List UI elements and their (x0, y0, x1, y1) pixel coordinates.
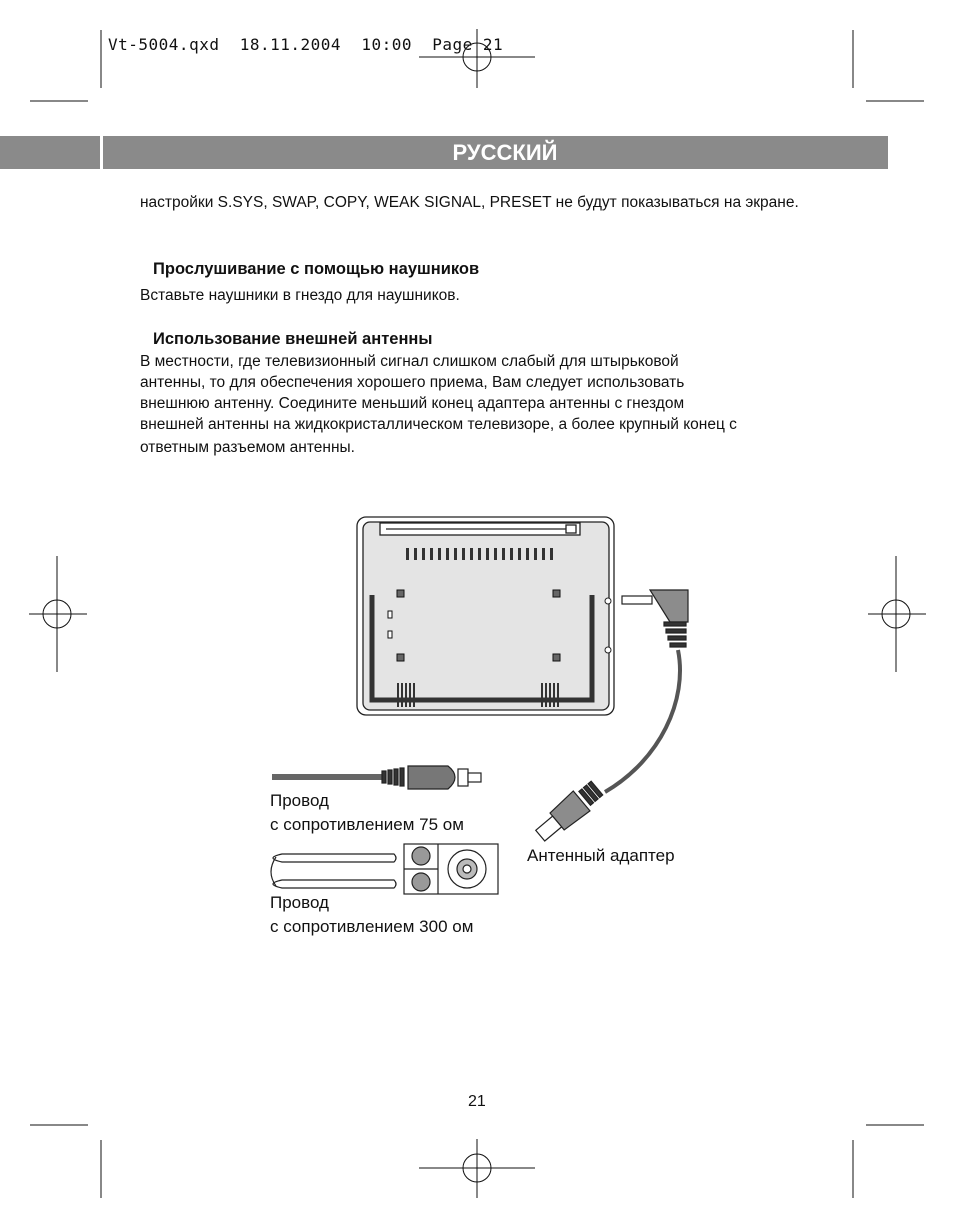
intro-paragraph: настройки S.SYS, SWAP, COPY, WEAK SIGNAL, PRESET не будут показываться на экране. (140, 194, 799, 211)
section-heading-antenna: Использование внешней антенны (153, 330, 433, 348)
caption-line: с сопротивлением 75 ом (270, 815, 464, 834)
caption-cable-300 (270, 891, 473, 939)
adapter-plug (622, 590, 688, 647)
section-heading-headphones: Прослушивание с помощью наушников (153, 260, 480, 278)
caption-cable-75 (270, 789, 464, 837)
coax-cable-75 (272, 766, 481, 789)
section-text-headphones: Вставьте наушники в гнездо для наушников. (140, 287, 460, 304)
adapter-cable (605, 650, 680, 792)
banner-title: РУССКИЙ (452, 140, 558, 165)
caption-line: с сопротивлением 300 ом (270, 917, 474, 936)
text-line: антенны, то для обеспечения хорошего приема, Вам следует использовать (140, 374, 685, 391)
adapter-coax-end (532, 778, 605, 845)
text-line: ответным разъемом антенны. (140, 439, 355, 456)
text-line: внешнюю антенну. Соедините меньший конец адаптера антенны с гнездом (140, 395, 685, 412)
caption-line: Провод (270, 791, 329, 810)
print-slug: Vt-5004.qxd 18.11.2004 10:00 Page 21 (108, 35, 504, 54)
caption-line: Провод (270, 893, 329, 912)
text-line: внешней антенны на жидкокристаллическом телевизоре, а более крупный конец с (140, 416, 737, 433)
twin-lead-cable-300 (271, 844, 498, 894)
text-line: В местности, где телевизионный сигнал слишком слабый для штырьковой (140, 353, 679, 370)
caption-antenna-adapter: Антенный адаптер (527, 846, 675, 865)
page-number: 21 (468, 1093, 486, 1110)
tv-rear-panel (357, 517, 614, 715)
